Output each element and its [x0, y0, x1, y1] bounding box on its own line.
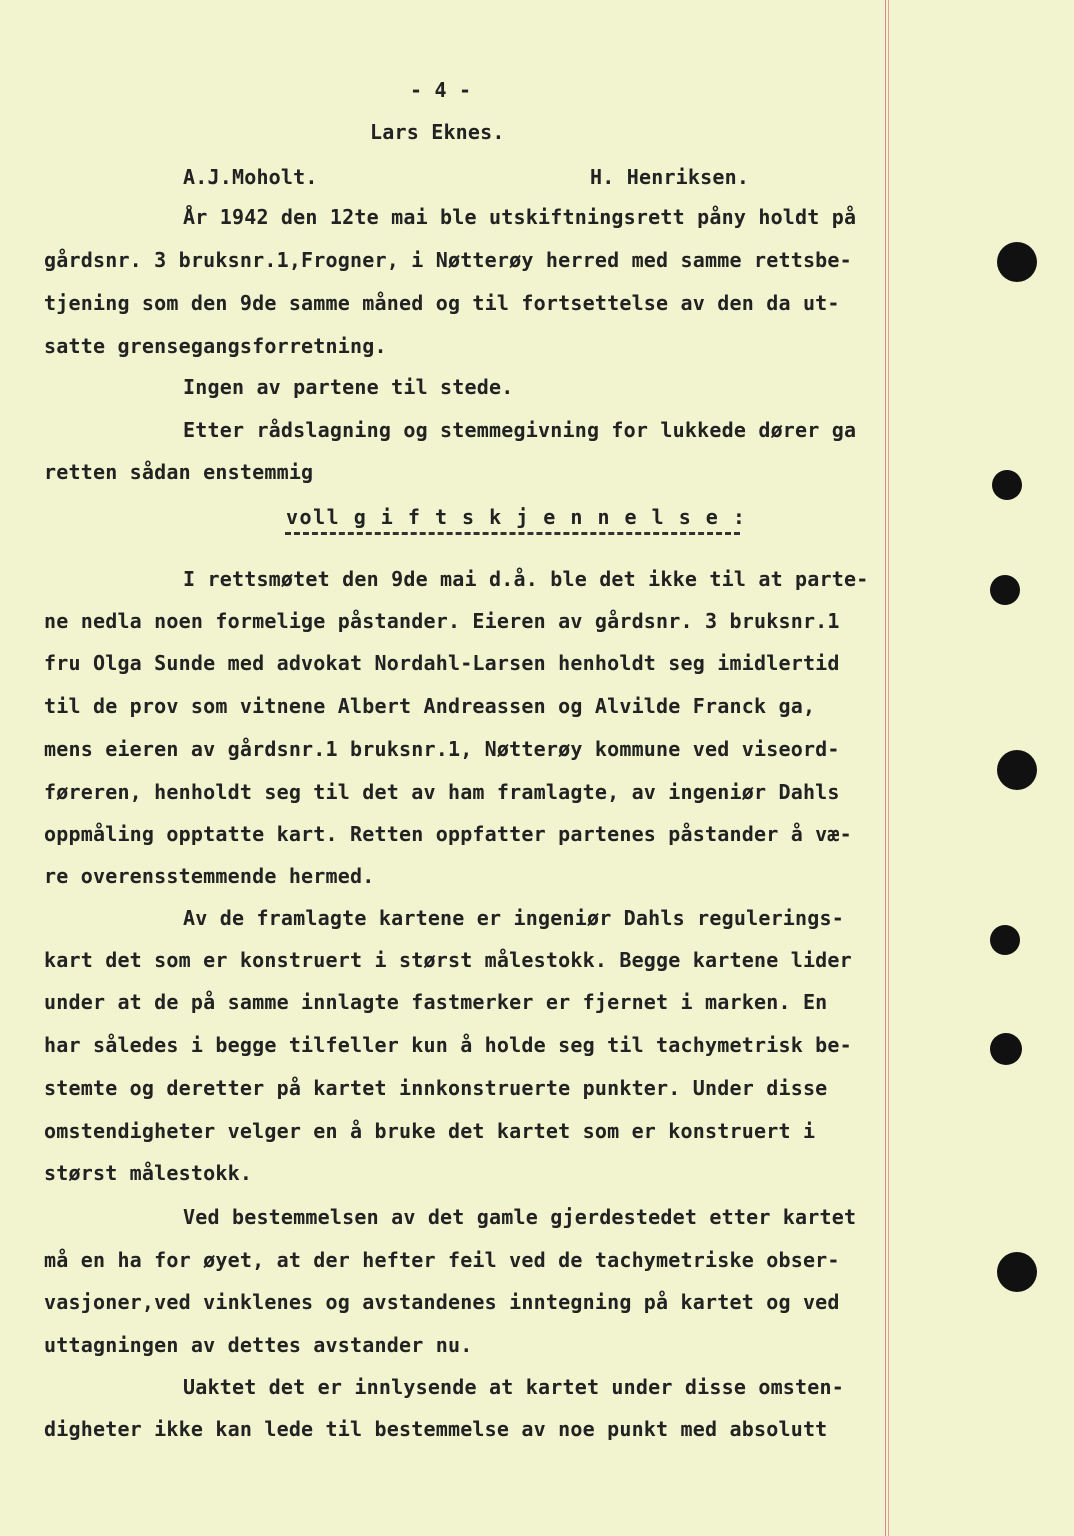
text-line: kart det som er konstruert i størst målestokk. Begge kartene lider	[44, 948, 852, 972]
margin-rule	[885, 0, 886, 1536]
text-line: satte grensegangsforretning.	[44, 334, 387, 358]
text-line: vasjoner,ved vinklenes og avstandenes inntegning på kartet og ved	[44, 1290, 840, 1314]
signature-right: H. Henriksen.	[590, 165, 750, 189]
punch-hole	[990, 575, 1020, 605]
punch-hole	[997, 242, 1037, 282]
text-line: mens eieren av gårdsnr.1 bruksnr.1, Nøtterøy kommune ved viseord-	[44, 737, 840, 761]
text-line: År 1942 den 12te mai ble utskiftningsrett påny holdt på	[183, 205, 857, 229]
text-line: fru Olga Sunde med advokat Nordahl-Larsen henholdt seg imidlertid	[44, 651, 840, 675]
text-line: Ved bestemmelsen av det gamle gjerdestedet etter kartet	[183, 1205, 857, 1229]
text-line: under at de på samme innlagte fastmerker er fjernet i marken. En	[44, 990, 828, 1014]
text-line: må en ha for øyet, at der hefter feil ved de tachymetriske obser-	[44, 1248, 840, 1272]
heading-underline	[285, 532, 740, 535]
signature-top: Lars Eknes.	[370, 120, 505, 144]
text-line: digheter ikke kan lede til bestemmelse av noe punkt med absolutt	[44, 1417, 828, 1441]
punch-hole	[992, 470, 1022, 500]
punch-hole	[997, 1252, 1037, 1292]
text-line: størst målestokk.	[44, 1161, 253, 1185]
text-line: Etter rådslagning og stemmegivning for lukkede dører ga	[183, 418, 857, 442]
text-line: I rettsmøtet den 9de mai d.å. ble det ikke til at parte-	[183, 567, 869, 591]
page-number: - 4 -	[410, 78, 472, 102]
text-line: re overensstemmende hermed.	[44, 864, 375, 888]
text-line: Ingen av partene til stede.	[183, 375, 514, 399]
text-line: tjening som den 9de samme måned og til fortsettelse av den da ut-	[44, 291, 840, 315]
punch-hole	[990, 1033, 1022, 1065]
text-line: til de prov som vitnene Albert Andreassen og Alvilde Franck ga,	[44, 694, 816, 718]
punch-hole	[997, 750, 1037, 790]
text-line: uttagningen av dettes avstander nu.	[44, 1333, 473, 1357]
margin-rule-secondary	[888, 0, 889, 1536]
text-line: Uaktet det er innlysende at kartet under disse omsten-	[183, 1375, 845, 1399]
text-line: omstendigheter velger en å bruke det kartet som er konstruert i	[44, 1119, 816, 1143]
text-line: ne nedla noen formelige påstander. Eieren av gårdsnr. 3 bruksnr.1	[44, 609, 840, 633]
punch-hole	[990, 925, 1020, 955]
text-line: har således i begge tilfeller kun å holde seg til tachymetrisk be-	[44, 1033, 852, 1057]
text-line: gårdsnr. 3 bruksnr.1,Frogner, i Nøtterøy herred med samme rettsbe-	[44, 248, 852, 272]
text-line: retten sådan enstemmig	[44, 460, 314, 484]
text-line: føreren, henholdt seg til det av ham framlagte, av ingeniør Dahls	[44, 780, 840, 804]
text-line: Av de framlagte kartene er ingeniør Dahls regulerings-	[183, 906, 845, 930]
signature-left: A.J.Moholt.	[183, 165, 318, 189]
heading-vollgiftskjennelse: voll g i f t s k j e n n e l s e :	[286, 505, 747, 529]
text-line: stemte og deretter på kartet innkonstruerte punkter. Under disse	[44, 1076, 828, 1100]
text-line: oppmåling opptatte kart. Retten oppfatter partenes påstander å væ-	[44, 822, 852, 846]
